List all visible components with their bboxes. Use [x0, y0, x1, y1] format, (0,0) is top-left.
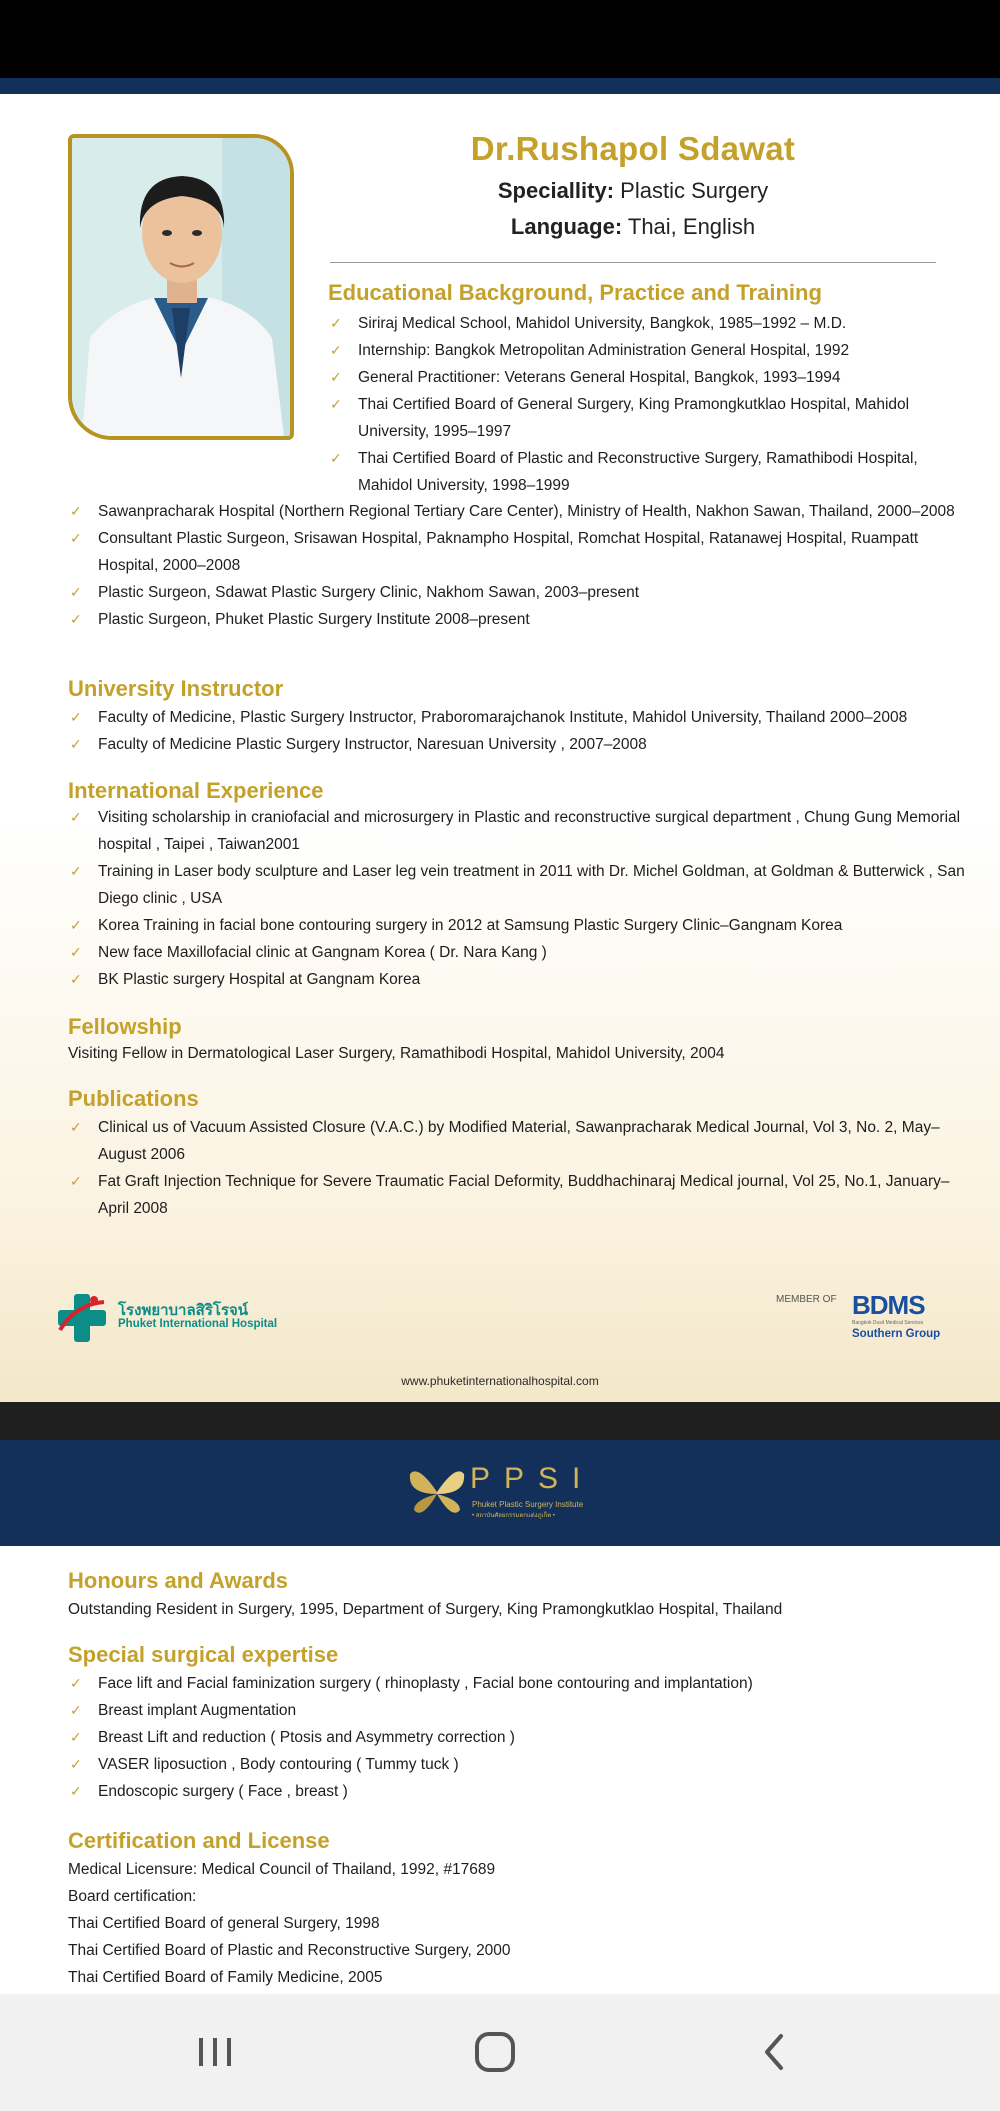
- list-item: ✓ Sawanpracharak Hospital (Northern Regional Tertiary Care Center), Ministry of Health, Nakhon Sawan, Thailand, 2000–2008: [68, 498, 968, 525]
- honours-text: Outstanding Resident in Surgery, 1995, Department of Surgery, King Pramongkutklao Hospital, Thailand: [68, 1601, 783, 1618]
- speciality-label: Speciallity:: [497, 178, 615, 203]
- check-icon: ✓: [70, 1702, 82, 1718]
- butterfly-icon: [408, 1464, 466, 1520]
- header-stripe: [0, 78, 1000, 94]
- check-icon: ✓: [70, 1756, 82, 1772]
- list-item: ✓ Korea Training in facial bone contouring surgery in 2012 at Samsung Plastic Surgery Clinic–Gangnam Korea: [68, 912, 968, 939]
- fellowship-text: Visiting Fellow in Dermatological Laser Surgery, Ramathibodi Hospital, Mahidol University, 2004: [68, 1045, 725, 1062]
- list-item: ✓ BK Plastic surgery Hospital at Gangnam Korea: [68, 966, 968, 993]
- expertise-list: [68, 1670, 968, 1805]
- check-icon: ✓: [330, 369, 342, 385]
- check-icon: ✓: [70, 503, 82, 519]
- education-list-full: [68, 498, 968, 633]
- list-item: ✓ Faculty of Medicine Plastic Surgery Instructor, Naresuan University , 2007–2008: [68, 731, 968, 758]
- ppsi-subtitle: Phuket Plastic Surgery Institute: [472, 1500, 584, 1509]
- list-item: ✓ Faculty of Medicine, Plastic Surgery Instructor, Praboromarajchanok Institute, Mahidol University, Thailand 2000–2008: [68, 704, 968, 731]
- check-icon: ✓: [70, 971, 82, 987]
- check-icon: ✓: [70, 736, 82, 752]
- hospital-logo: [54, 1290, 294, 1350]
- check-icon: ✓: [70, 917, 82, 933]
- list-item: ✓ Siriraj Medical School, Mahidol University, Bangkok, 1985–1992 – M.D.: [328, 310, 968, 337]
- list-item: ✓ Visiting scholarship in craniofacial and microsurgery in Plastic and reconstructive surgical department , Chung Gung Memorial hospital , Taipei , Taiwan2001: [68, 804, 968, 858]
- ppsi-banner: [0, 1440, 1000, 1546]
- speciality-line: [330, 178, 936, 204]
- recent-apps-icon: [185, 2022, 245, 2082]
- language-line: [330, 214, 936, 240]
- certification-line: Thai Certified Board of Family Medicine, 2005: [68, 1969, 383, 1986]
- list-item: ✓ Thai Certified Board of General Surgery, King Pramongkutklao Hospital, Mahidol University, 1995–1997: [328, 391, 968, 445]
- list-item: ✓ VASER liposuction , Body contouring ( Tummy tuck ): [68, 1751, 968, 1778]
- check-icon: ✓: [70, 584, 82, 600]
- check-icon: ✓: [330, 342, 342, 358]
- android-nav-bar: [0, 1994, 1000, 2111]
- certification-title: Certification and License: [68, 1828, 330, 1853]
- recent-apps-button[interactable]: [185, 2022, 245, 2082]
- ppsi-logo: [408, 1462, 608, 1522]
- list-item: ✓ Breast implant Augmentation: [68, 1697, 968, 1724]
- certification-line: Thai Certified Board of Plastic and Reconstructive Surgery, 2000: [68, 1942, 511, 1959]
- ppsi-subtitle-thai: • สถาบันศัลยกรรมตกแต่งภูเก็ต •: [472, 1513, 555, 1519]
- list-item: ✓ Face lift and Facial faminization surgery ( rhinoplasty , Facial bone contouring and implantation): [68, 1670, 968, 1697]
- list-item: ✓ Training in Laser body sculpture and Laser leg vein treatment in 2011 with Dr. Michel Goldman, at Goldman & Butterwick , San Diego clinic , USA: [68, 858, 968, 912]
- education-list-top: [328, 310, 968, 499]
- education-title: Educational Background, Practice and Training: [328, 280, 822, 305]
- certification-line: Board certification:: [68, 1888, 197, 1905]
- list-item: ✓ Plastic Surgeon, Sdawat Plastic Surgery Clinic, Nakhom Sawan, 2003–present: [68, 579, 968, 606]
- ppsi-letters: PPSI: [470, 1462, 595, 1495]
- list-item: ✓ Breast Lift and reduction ( Ptosis and Asymmetry correction ): [68, 1724, 968, 1751]
- doctor-portrait-image: [72, 138, 290, 436]
- hospital-name-english: Phuket International Hospital: [118, 1318, 278, 1330]
- member-of-label: MEMBER OF: [776, 1294, 837, 1305]
- certification-line: Thai Certified Board of general Surgery, 1998: [68, 1915, 380, 1932]
- list-item: ✓ Thai Certified Board of Plastic and Reconstructive Surgery, Ramathibodi Hospital, Mahidol University, 1998–1999: [328, 445, 968, 499]
- hospital-name-thai: โรงพยาบาลสิริโรจน์: [118, 1302, 249, 1319]
- bdms-logo: [774, 1290, 944, 1350]
- publications-title: Publications: [68, 1086, 199, 1111]
- bdms-subtitle: Bangkok Dusit Medical Services: [852, 1320, 924, 1326]
- list-item: ✓ General Practitioner: Veterans General Hospital, Bangkok, 1993–1994: [328, 364, 968, 391]
- back-icon: [745, 2022, 805, 2082]
- doctor-name: Dr.Rushapol Sdawat: [470, 130, 796, 167]
- back-button[interactable]: [745, 2022, 805, 2082]
- list-item: ✓ Fat Graft Injection Technique for Severe Traumatic Facial Deformity, Buddhachinaraj Medical journal, Vol 25, No.1, January–April 2008: [68, 1168, 968, 1222]
- check-icon: ✓: [70, 611, 82, 627]
- list-item: ✓ Clinical us of Vacuum Assisted Closure (V.A.C.) by Modified Material, Sawanpracharak Medical Journal, Vol 3, No. 2, May–August 2006: [68, 1114, 968, 1168]
- instructor-list: [68, 704, 968, 758]
- speciality-value: Plastic Surgery: [620, 178, 769, 203]
- bdms-group: Southern Group: [852, 1328, 941, 1340]
- list-item: ✓ Plastic Surgeon, Phuket Plastic Surgery Institute 2008–present: [68, 606, 968, 633]
- publications-list: [68, 1114, 968, 1222]
- profile-page-2: [0, 1546, 1000, 1994]
- doctor-photo: [68, 134, 294, 440]
- instructor-title: University Instructor: [68, 676, 284, 701]
- honours-title: Honours and Awards: [68, 1568, 289, 1593]
- list-item: ✓ Consultant Plastic Surgeon, Srisawan Hospital, Paknampho Hospital, Romchat Hospital, Ratanawej Hospital, Ruampatt Hospital, 2000–2008: [68, 525, 968, 579]
- certification-line: Medical Licensure: Medical Council of Thailand, 1992, #17689: [68, 1861, 496, 1878]
- profile-page: [0, 94, 1000, 1402]
- check-icon: ✓: [70, 1119, 82, 1135]
- home-icon: [465, 2022, 525, 2082]
- check-icon: ✓: [70, 863, 82, 879]
- international-list: [68, 804, 968, 993]
- status-bar: [0, 0, 1000, 78]
- header-divider: [330, 262, 936, 263]
- hospital-cross-icon: [54, 1290, 110, 1346]
- check-icon: ✓: [70, 1675, 82, 1691]
- check-icon: ✓: [70, 809, 82, 825]
- check-icon: ✓: [330, 450, 342, 466]
- check-icon: ✓: [330, 396, 342, 412]
- language-label: Language:: [510, 214, 623, 239]
- list-item: ✓ Internship: Bangkok Metropolitan Administration General Hospital, 1992: [328, 337, 968, 364]
- list-item: ✓ Endoscopic surgery ( Face , breast ): [68, 1778, 968, 1805]
- check-icon: ✓: [330, 315, 342, 331]
- check-icon: ✓: [70, 944, 82, 960]
- home-button[interactable]: [465, 2022, 525, 2082]
- bdms-wordmark: BDMS: [852, 1290, 925, 1320]
- expertise-title: Special surgical expertise: [68, 1642, 339, 1667]
- list-item: ✓ New face Maxillofacial clinic at Gangnam Korea ( Dr. Nara Kang ): [68, 939, 968, 966]
- check-icon: ✓: [70, 1173, 82, 1189]
- check-icon: ✓: [70, 530, 82, 546]
- website-link[interactable]: www.phuketinternationalhospital.com: [401, 1374, 599, 1388]
- check-icon: ✓: [70, 1729, 82, 1745]
- check-icon: ✓: [70, 1783, 82, 1799]
- check-icon: ✓: [70, 709, 82, 725]
- page-separator: [0, 1402, 1000, 1440]
- international-title: International Experience: [68, 778, 324, 803]
- language-value: Thai, English: [627, 214, 756, 239]
- fellowship-title: Fellowship: [68, 1014, 182, 1039]
